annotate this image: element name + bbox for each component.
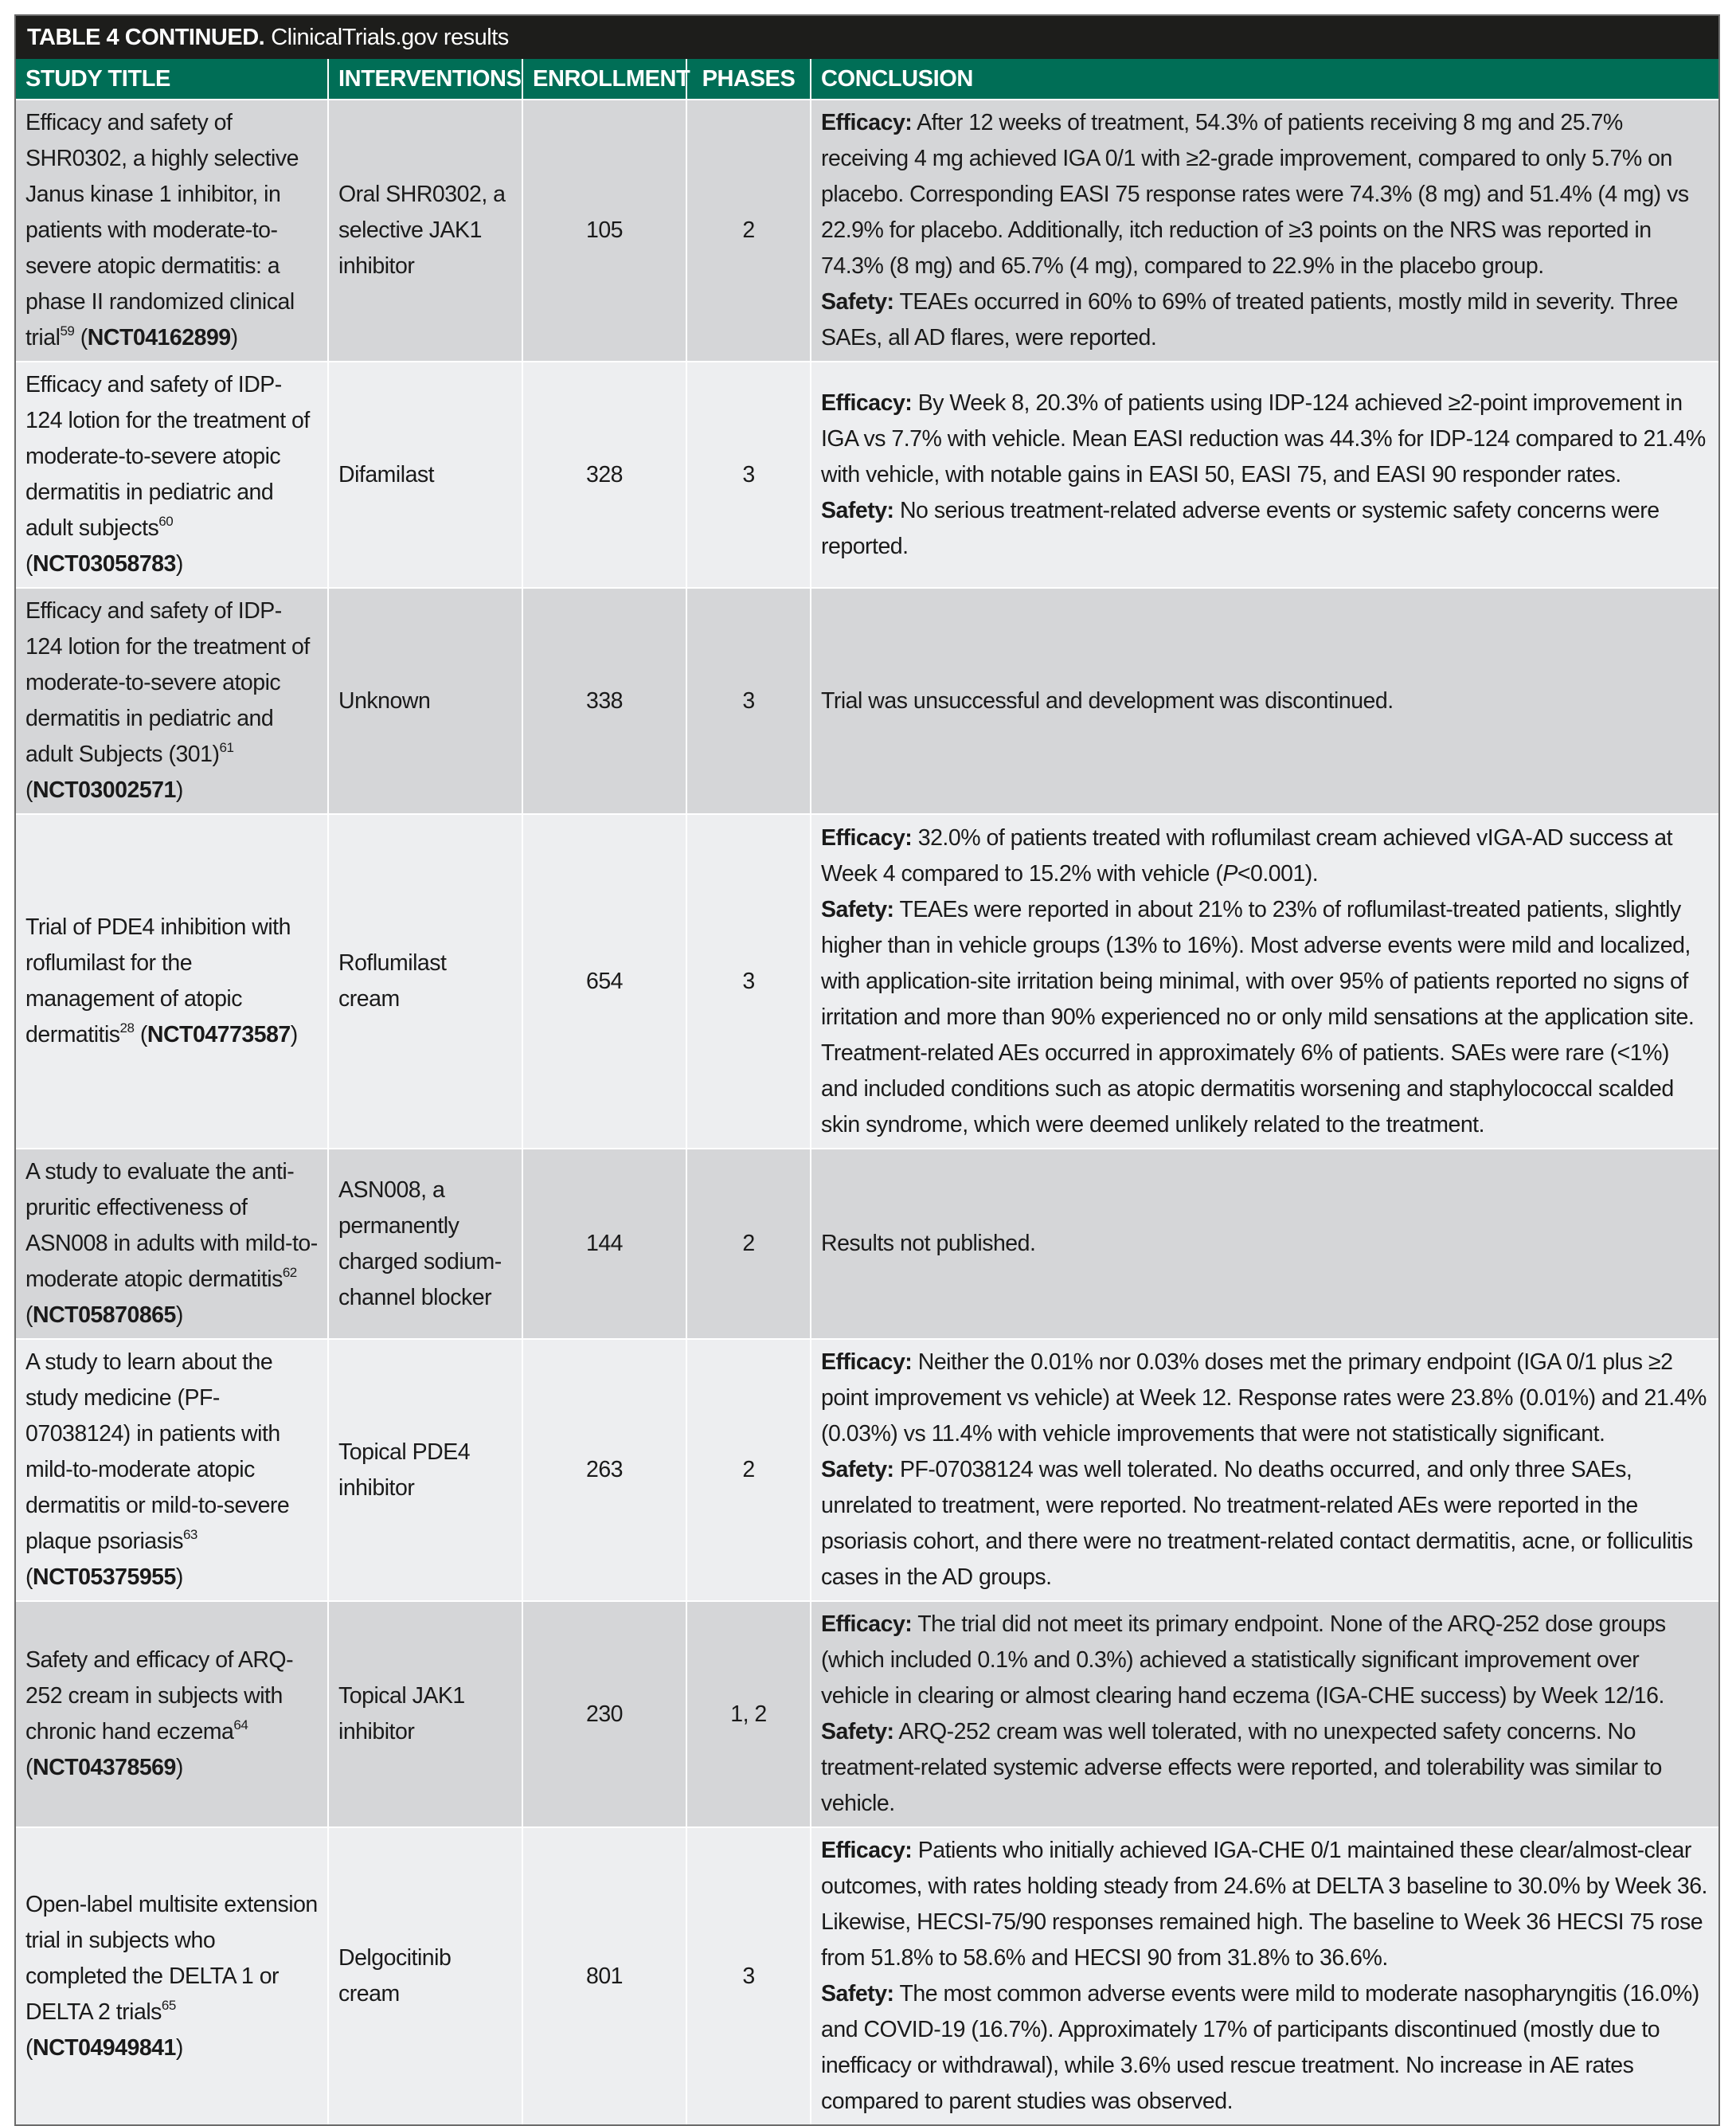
reference-number: 28 (119, 1020, 135, 1036)
study-title: Trial of PDE4 inhibition with roflumilast for the management of atopic dermatitis (25, 914, 291, 1047)
enrollment-cell: 338 (522, 588, 686, 814)
safety-label: Safety: (821, 497, 894, 523)
results-table (16, 59, 1718, 2124)
intervention-cell: Topical JAK1 inhibitor (328, 1601, 522, 1827)
intervention-cell: Topical PDE4 inhibitor (328, 1339, 522, 1601)
efficacy-text: 32.0% of patients treated with roflumilast cream achieved vIGA-AD success at Week 4 compared to 15.2% with vehicle ( (821, 824, 1673, 887)
phases-cell: 2 (686, 1149, 811, 1339)
safety-label: Safety: (821, 896, 894, 922)
nct-number: NCT03058783 (33, 551, 176, 577)
study-title-cell: A study to evaluate the anti-pruritic effectiveness of ASN008 in adults with mild-to-moderate atopic dermatitis$^{62}$ (NCT05870865) (16, 1149, 328, 1339)
study-title-cell: Safety and efficacy of ARQ-252 cream in subjects with chronic hand eczema$^{64}$ (NCT04378569) (16, 1601, 328, 1827)
efficacy-label: Efficacy: (821, 1838, 913, 1863)
table-row (16, 588, 1718, 814)
table-row (16, 1339, 1718, 1601)
enrollment-cell: 801 (522, 1827, 686, 2124)
phases-cell: 2 (686, 100, 811, 362)
efficacy-label: Efficacy: (821, 390, 913, 416)
study-title: Efficacy and safety of SHR0302, a highly selective Janus kinase 1 inhibitor, in patients with moderate-to-severe atopic dermatitis: a phase II randomized clinical trial (25, 110, 299, 350)
header-phases: PHASES (686, 59, 811, 100)
intervention-cell: Oral SHR0302, a selective JAK1 inhibitor (328, 100, 522, 362)
safety-text: PF-07038124 was well tolerated. No deaths occurred, and only three SAEs, unrelated to treatment, were reported. No treatment-related AEs were reported in the psoriasis cohort, and there were no treatment-related contact dermatitis, acne, or folliculitis cases in the AD groups. (821, 1457, 1693, 1590)
p-value-symbol: P (1222, 860, 1237, 887)
table-row (16, 814, 1718, 1149)
reference-number: 63 (182, 1527, 197, 1542)
study-title: A study to learn about the study medicine (PF-07038124) in patients with mild-to-moderate atopic dermatitis or mild-to-severe plaque psoriasis (25, 1349, 290, 1554)
reference-number: 61 (219, 740, 234, 755)
safety-text: TEAEs occurred in 60% to 69% of treated patients, mostly mild in severity. Three SAEs, all AD flares, were reported. (821, 289, 1678, 350)
nct-number: NCT04773587 (147, 1022, 291, 1047)
table-caption-text: ClinicalTrials.gov results (271, 24, 509, 50)
study-title: Efficacy and safety of IDP-124 lotion for the treatment of moderate-to-severe atopic dermatitis in pediatric and adult Subjects (301) (25, 598, 310, 767)
nct-number: NCT05375955 (33, 1564, 176, 1590)
intervention-cell: Unknown (328, 588, 522, 814)
table-caption-label: TABLE 4 CONTINUED. (27, 24, 265, 50)
nct-number: NCT05870865 (33, 1302, 176, 1328)
study-title-cell: A study to learn about the study medicine (PF-07038124) in patients with mild-to-moderate atopic dermatitis or mild-to-severe plaque psoriasis$^{63}$ (NCT05375955) (16, 1339, 328, 1601)
efficacy-text: Patients who initially achieved IGA-CHE 0/1 maintained these clear/almost-clear outcomes, with rates holding steady from 24.6% at DELTA 3 baseline to 30.0% by Week 36. Likewise, HECSI-75/90 responses remained high. The baseline to Week 36 HECSI 75 rose from 51.8% to 58.6% and HECSI 90 from 31.8% to 36.6%. (821, 1838, 1707, 1971)
nct-number: NCT04949841 (33, 2034, 176, 2061)
study-title-cell: Efficacy and safety of IDP-124 lotion for the treatment of moderate-to-severe atopic dermatitis in pediatric and adult Subjects $(301)^{61}$ (NCT03002571) (16, 588, 328, 814)
table-caption (16, 16, 1718, 59)
study-title: Efficacy and safety of IDP-124 lotion for the treatment of moderate-to-severe atopic dermatitis in pediatric and adult subjects (25, 372, 310, 541)
phases-cell: 3 (686, 814, 811, 1149)
safety-text: The most common adverse events were mild to moderate nasopharyngitis (16.0%) and COVID-19 (16.7%). Approximately 17% of participants discontinued (mostly due to inefficacy or withdrawal), while 3.6% used rescue treatment. No increase in AE rates compared to parent studies was observed. (821, 1981, 1699, 2114)
efficacy-label: Efficacy: (821, 1611, 913, 1637)
safety-label: Safety: (821, 1981, 894, 2007)
enrollment-cell: 654 (522, 814, 686, 1149)
conclusion-cell (811, 1827, 1718, 2124)
efficacy-label: Efficacy: (821, 110, 913, 135)
table-row (16, 362, 1718, 588)
study-title: A study to evaluate the anti-pruritic effectiveness of ASN008 in adults with mild-to-moderate atopic dermatitis (25, 1159, 318, 1292)
table-row (16, 1149, 1718, 1339)
conclusion-cell (811, 1601, 1718, 1827)
phases-cell: 3 (686, 1827, 811, 2124)
table-row (16, 1827, 1718, 2124)
study-title: Open-label multisite extension trial in subjects who completed the DELTA 1 or DELTA 2 trials (25, 1891, 318, 2025)
phases-cell: 3 (686, 362, 811, 588)
enrollment-cell: 230 (522, 1601, 686, 1827)
header-interventions: INTERVENTIONS (328, 59, 522, 100)
conclusion-cell (811, 100, 1718, 362)
safety-label: Safety: (821, 1457, 894, 1482)
header-enrollment: ENROLLMENT (522, 59, 686, 100)
study-title: Safety and efficacy of ARQ-252 cream in subjects with chronic hand eczema (25, 1647, 294, 1744)
conclusion-cell (811, 814, 1718, 1149)
enrollment-cell: 105 (522, 100, 686, 362)
study-title-cell: Efficacy and safety of SHR0302, a highly selective Janus kinase 1 inhibitor, in patients with moderate-to-severe atopic dermatitis: a phase II randomized clinical trial$^{59}$ (NCT04162899) (16, 100, 328, 362)
safety-text: TEAEs were reported in about 21% to 23% of roflumilast-treated patients, slightly higher than in vehicle groups (13% to 16%). Most adverse events were mild and localized, with application-site irritation being minimal, with over 95% of patients reported no signs of irritation and more than 90% experienced no or only mild sensations at the application site. Treatment-related AEs occurred in approximately 6% of patients. SAEs were rare (<1%) and included conditions such as atopic dermatitis worsening and staphylococcal scalded skin syndrome, which were deemed unlikely related to the treatment. (821, 896, 1695, 1137)
safety-label: Safety: (821, 1719, 894, 1744)
header-row (16, 59, 1718, 100)
efficacy-text: The trial did not meet its primary endpoint. None of the ARQ-252 dose groups (which included 0.1% and 0.3%) achieved a statistically significant improvement over vehicle in clearing or almost clearing hand eczema (IGA-CHE success) by Week 12/16. (821, 1611, 1666, 1709)
reference-number: 62 (282, 1265, 297, 1280)
nct-number: NCT03002571 (33, 777, 176, 803)
study-title-cell: Trial of PDE4 inhibition with roflumilast for the management of atopic dermatitis$^{28}$ (NCT04773587) (16, 814, 328, 1149)
safety-label: Safety: (821, 289, 894, 315)
reference-number: 60 (158, 514, 174, 529)
reference-number: 64 (233, 1717, 248, 1733)
study-title-cell: Open-label multisite extension trial in subjects who completed the DELTA 1 or DELTA 2 trials$^{65}$ (NCT04949841) (16, 1827, 328, 2124)
phases-cell: 2 (686, 1339, 811, 1601)
phases-cell: 3 (686, 588, 811, 814)
nct-number: NCT04378569 (33, 1755, 176, 1780)
efficacy-text-end: <0.001). (1237, 860, 1319, 887)
enrollment-cell: 328 (522, 362, 686, 588)
intervention-cell: Difamilast (328, 362, 522, 588)
conclusion-cell (811, 362, 1718, 588)
enrollment-cell: 263 (522, 1339, 686, 1601)
efficacy-label: Efficacy: (821, 824, 913, 851)
safety-text: No serious treatment-related adverse events or systemic safety concerns were reported. (821, 497, 1660, 559)
intervention-cell: Delgocitinib cream (328, 1827, 522, 2124)
enrollment-cell: 144 (522, 1149, 686, 1339)
intervention-cell: ASN008, a permanently charged sodium-channel blocker (328, 1149, 522, 1339)
table-row (16, 1601, 1718, 1827)
phases-cell: 1, 2 (686, 1601, 811, 1827)
table-row (16, 100, 1718, 362)
header-study-title: STUDY TITLE (16, 59, 328, 100)
safety-text: ARQ-252 cream was well tolerated, with no unexpected safety concerns. No treatment-related systemic adverse effects were reported, and tolerability was similar to vehicle. (821, 1719, 1662, 1816)
nct-number: NCT04162899 (87, 325, 231, 350)
study-title-cell: Efficacy and safety of IDP-124 lotion for the treatment of moderate-to-severe atopic dermatitis in pediatric and adult subjects$^{60}$ (NCT03058783) (16, 362, 328, 588)
clinical-trials-table (14, 14, 1720, 2126)
efficacy-text: By Week 8, 20.3% of patients using IDP-124 achieved ≥2-point improvement in IGA vs 7.7% with vehicle. Mean EASI reduction was 44.3% for IDP-124 compared to 21.4% with vehicle, with notable gains in EASI 50, EASI 75, and EASI 90 responder rates. (821, 390, 1706, 487)
efficacy-text: After 12 weeks of treatment, 54.3% of patients receiving 8 mg and 25.7% receiving 4 mg achieved IGA 0/1 with ≥2-grade improvement, compared to only 5.7% on placebo. Corresponding EASI 75 response rates were 74.3% (8 mg) and 51.4% (4 mg) vs 22.9% for placebo. Additionally, itch reduction of ≥3 points on the NRS was reported in 74.3% (8 mg) and 65.7% (4 mg), compared to 22.9% in the placebo group. (821, 110, 1689, 279)
efficacy-text: Neither the 0.01% nor 0.03% doses met the primary endpoint (IGA 0/1 plus ≥2 point improvement vs vehicle) at Week 12. Response rates were 23.8% (0.01%) and 21.4% (0.03%) vs 11.4% with vehicle improvements that were not statistically significant. (821, 1349, 1707, 1447)
header-conclusion: CONCLUSION (811, 59, 1718, 100)
conclusion-cell: Trial was unsuccessful and development was discontinued. (811, 588, 1718, 814)
reference-number: 59 (60, 323, 75, 339)
intervention-cell: Roflumilast cream (328, 814, 522, 1149)
conclusion-cell (811, 1339, 1718, 1601)
reference-number: 65 (161, 1997, 176, 2013)
conclusion-cell: Results not published. (811, 1149, 1718, 1339)
efficacy-label: Efficacy: (821, 1349, 913, 1375)
